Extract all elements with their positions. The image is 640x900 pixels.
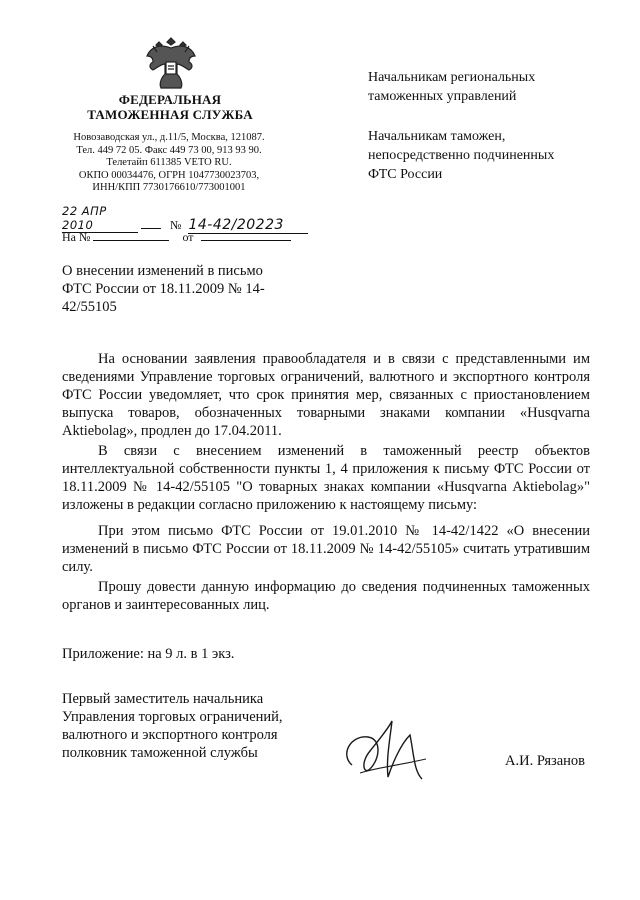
appendix-note: Приложение: на 9 л. в 1 экз. [62, 646, 235, 662]
reference-line [62, 230, 291, 245]
ref-label: На № [62, 230, 91, 244]
recipient-block-2: Начальникам таможен, непосредственно подчиненных ФТС России [368, 129, 555, 182]
signer-position: Первый заместитель начальника Управления торговых ограничений, валютного и экспортного контроля полковник таможенной службы [62, 691, 283, 761]
paragraph: В связи с внесением изменений в таможенный реестр объектов интеллектуальной собственности пункты 1, 4 приложения к письму ФТС России от 18.11.2009 № 14-42/55105 "О товарных знаках компании «Husqvarna Aktiebolag»" изложены в редакции согласно приложению к настоящему письму: [62, 443, 590, 513]
paragraph: На основании заявления правообладателя и в связи с представленными им сведениями Управление торговых ограничений, валютного и экспортного контроля ФТС России уведомляет, что срок принятия мер, связанных с приостановлением выпуска товаров, обозначенных товарными знаками компании «Husqvarna Aktiebolag», продлен до 17.04.2011. [62, 351, 590, 439]
signature-icon [330, 715, 440, 790]
subject: О внесении изменений в письмо ФТС России от 18.11.2009 № 14- 42/55105 [62, 263, 265, 315]
signer-name: А.И. Рязанов [505, 753, 586, 769]
organization-name: ФЕДЕРАЛЬНАЯ ТАМОЖЕННАЯ СЛУЖБА [87, 92, 253, 122]
coat-of-arms-icon [143, 34, 199, 92]
paragraph: При этом письмо ФТС России от 19.01.2010 № 14-42/1422 «О внесении изменений в письмо ФТС России от 18.11.2009 № 14-42/55105» считать утратившим силу. [62, 523, 590, 575]
organization-address: Новозаводская ул., д.11/5, Москва, 121087. Тел. 449 72 05. Факс 449 73 00, 913 93 90. Телетайп 611385 VETO RU. ОКПО 00034476, ОГРН 1047730023703, ИНН/КПП 7730176610/773001001 [73, 132, 265, 193]
recipient-block-1: Начальникам региональных таможенных управлений [368, 70, 536, 104]
from-label: от [182, 230, 194, 244]
number-label: № [170, 218, 182, 232]
letter-body [62, 350, 590, 614]
registration-number: 14-42/20223 [188, 217, 308, 234]
paragraph: Прошу довести данную информацию до сведения подчиненных таможенных органов и заинтересованных лиц. [62, 579, 590, 613]
registration-date: 22 АПР 2010 [62, 204, 138, 233]
